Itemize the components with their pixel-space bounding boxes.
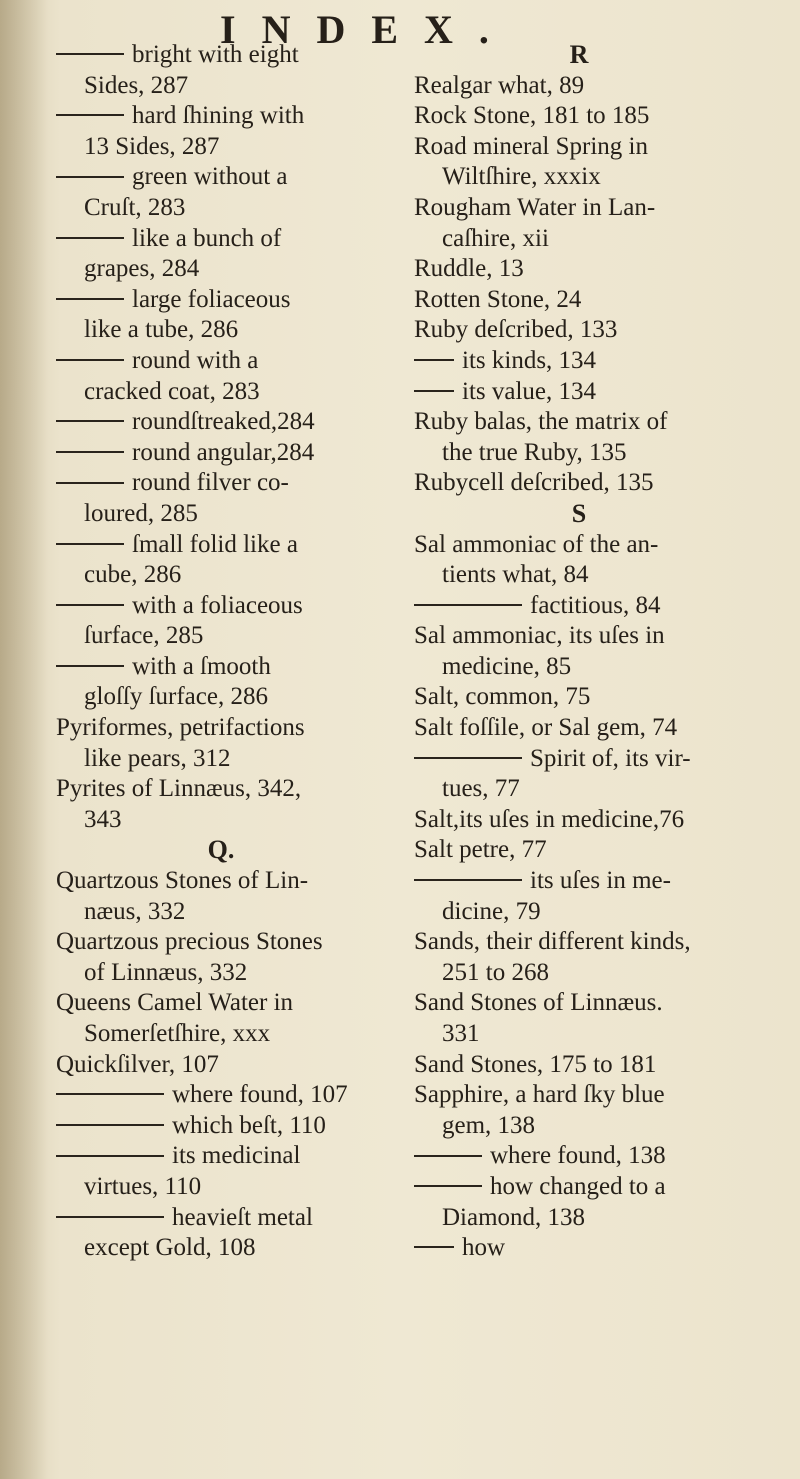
page-header: INDEX. — [220, 7, 515, 52]
index-entry — [414, 254, 744, 285]
index-entry-text: Rotten Stone, 24 — [414, 285, 582, 313]
index-entry-text: Rougham Water in Lan- — [414, 193, 656, 221]
ditto-dash — [56, 482, 124, 484]
index-entry — [56, 101, 386, 132]
ditto-dash — [414, 604, 522, 606]
index-entry — [414, 713, 744, 744]
index-entry — [56, 346, 386, 377]
index-entry-text: of Linnæus, 332 — [84, 958, 248, 986]
index-entry — [414, 71, 744, 102]
index-entry-text: heavieſt metal — [172, 1203, 313, 1231]
index-entry-text: gloſſy ſurface, 286 — [84, 683, 268, 711]
index-entry-text: 331 — [442, 1020, 480, 1047]
index-entry-text: where found, 138 — [490, 1142, 666, 1170]
index-entry-text: dicine, 79 — [442, 897, 541, 925]
index-entry-text: its kinds, 134 — [462, 346, 597, 374]
index-entry — [56, 193, 386, 224]
index-entry — [56, 1203, 386, 1234]
index-entry-text: Sand Stones of Linnæus. — [414, 989, 663, 1017]
index-entry-text: tients what, 84 — [442, 561, 589, 589]
spine-shadow — [0, 0, 48, 1479]
index-entry-text: Realgar what, 89 — [414, 71, 585, 99]
index-entry-text: cube, 286 — [84, 561, 182, 589]
index-entry — [56, 438, 386, 469]
index-entry-text: Sands, their different kinds, — [414, 928, 691, 956]
index-entry — [414, 438, 744, 469]
ditto-dash — [414, 359, 454, 361]
index-entry — [414, 927, 744, 958]
section-letter-q: Q. — [207, 835, 235, 865]
index-entry-text: which beſt, 110 — [172, 1111, 326, 1139]
index-entry — [414, 591, 744, 622]
index-entry-text: its uſes in me- — [530, 867, 671, 895]
index-entry — [56, 162, 386, 193]
index-entry — [414, 1019, 744, 1050]
ditto-dash — [56, 298, 124, 300]
index-entry-text: Rubycell deſcribed, 135 — [414, 469, 654, 497]
index-entry-text: Diamond, 138 — [442, 1203, 586, 1231]
index-entry — [56, 1111, 386, 1142]
index-entry — [414, 744, 744, 775]
index-entry-text: Wiltſhire, xxxix — [442, 163, 601, 191]
index-entry-text: Ruby deſcribed, 133 — [414, 316, 618, 344]
index-entry — [414, 682, 744, 713]
ditto-dash — [56, 543, 124, 545]
index-entry-text: cracked coat, 283 — [84, 377, 260, 405]
index-entry — [56, 1172, 386, 1203]
index-entry-text: with a ſmooth — [132, 652, 271, 680]
index-entry — [414, 835, 744, 866]
index-entry — [414, 652, 744, 683]
index-entry-text: where found, 107 — [172, 1081, 348, 1109]
index-entry — [414, 1141, 744, 1172]
index-entry-text: bright with eight — [132, 41, 299, 68]
index-entry — [414, 1080, 744, 1111]
index-entry-text: Rock Stone, 181 to 185 — [414, 102, 650, 130]
index-entry — [414, 774, 744, 805]
index-entry-text: Queens Camel Water in — [56, 989, 294, 1017]
ditto-dash — [56, 1093, 164, 1095]
index-entry — [414, 560, 744, 591]
ditto-dash — [414, 757, 522, 759]
index-entry-text: Spirit of, its vir- — [530, 744, 691, 772]
s-entries — [414, 530, 744, 1264]
index-entry-text: 251 to 268 — [442, 958, 549, 986]
index-entry-text: Quartzous precious Stones — [56, 928, 323, 956]
index-entry — [56, 958, 386, 989]
index-entry — [56, 1080, 386, 1111]
index-entry — [414, 315, 744, 346]
index-entry-text: Quickſilver, 107 — [56, 1050, 219, 1078]
index-entry — [414, 162, 744, 193]
index-entry — [56, 744, 386, 775]
index-entry — [56, 224, 386, 255]
index-entry-text: Salt petre, 77 — [414, 836, 547, 864]
index-entry-text: Quartzous Stones of Lin- — [56, 867, 309, 895]
index-entry — [414, 132, 744, 163]
index-entry-text: virtues, 110 — [84, 1172, 202, 1200]
index-entry-text: Salt, common, 75 — [414, 683, 591, 711]
index-entry — [414, 285, 744, 316]
index-entry-text: tues, 77 — [442, 775, 520, 803]
index-entry — [414, 1050, 744, 1081]
r-entries — [414, 71, 744, 499]
index-entry — [56, 71, 386, 102]
index-entry — [56, 499, 386, 530]
index-entry-text: caſhire, xii — [442, 224, 549, 252]
index-entry — [56, 621, 386, 652]
index-entry-text: Cruſt, 283 — [84, 193, 186, 221]
index-entry — [414, 1203, 744, 1234]
right-column — [414, 40, 744, 1264]
index-entry-text: ſmall folid like a — [132, 530, 298, 558]
index-entry-text: Ruby balas, the matrix of — [414, 408, 668, 436]
index-entry — [414, 224, 744, 255]
index-entry-text: grapes, 284 — [84, 255, 200, 283]
ditto-dash — [56, 1216, 164, 1218]
index-entry-text: green without a — [132, 163, 288, 191]
index-entry — [414, 958, 744, 989]
index-entry — [414, 101, 744, 132]
ditto-dash — [56, 359, 124, 361]
index-entry-text: with a foliaceous — [132, 591, 303, 619]
q-entries — [56, 866, 386, 1264]
index-entry — [56, 988, 386, 1019]
index-entry — [56, 682, 386, 713]
index-entry-text: Sal ammoniac, its uſes in — [414, 622, 665, 650]
index-entry-text: round angular,284 — [132, 438, 315, 466]
index-entry-text: 13 Sides, 287 — [84, 132, 220, 160]
index-entry-text: Sides, 287 — [84, 71, 189, 99]
index-entry — [56, 927, 386, 958]
index-entry — [56, 1050, 386, 1081]
index-entry — [56, 530, 386, 561]
section-letter-r: R — [569, 40, 589, 69]
ditto-dash — [414, 390, 454, 392]
section-letter-s: S — [571, 498, 587, 528]
index-entry-text: large foliaceous — [132, 285, 291, 313]
index-entry-text: round with a — [132, 346, 259, 374]
index-entry-text: like a bunch of — [132, 224, 282, 252]
index-entry — [56, 315, 386, 346]
index-entry-text: its medicinal — [172, 1142, 301, 1170]
index-entry — [414, 897, 744, 928]
index-entry-text: Road mineral Spring in — [414, 132, 648, 160]
index-entry — [56, 1141, 386, 1172]
index-entry — [56, 407, 386, 438]
index-entry — [414, 193, 744, 224]
index-entry — [56, 652, 386, 683]
left-column — [56, 40, 386, 1264]
ditto-dash — [56, 451, 124, 453]
index-entry — [56, 132, 386, 163]
index-entry — [56, 866, 386, 897]
index-entry-text: except Gold, 108 — [84, 1234, 256, 1262]
index-entry — [414, 805, 744, 836]
ditto-dash — [56, 604, 124, 606]
index-entry — [56, 377, 386, 408]
ditto-dash — [56, 665, 124, 667]
index-entry — [414, 988, 744, 1019]
ditto-dash — [414, 1155, 482, 1157]
index-entry-text: Sapphire, a hard ſky blue — [414, 1081, 665, 1109]
ditto-dash — [56, 420, 124, 422]
index-entry-text: ſurface, 285 — [84, 622, 204, 650]
index-entry-text: roundſtreaked,284 — [132, 408, 315, 436]
index-entry — [56, 285, 386, 316]
ditto-dash — [414, 879, 522, 881]
ditto-dash — [56, 53, 124, 55]
index-entry-text: Salt,its uſes in medicine,76 — [414, 805, 685, 833]
ditto-dash — [56, 176, 124, 178]
index-entry — [56, 40, 386, 71]
index-entry — [414, 621, 744, 652]
index-entry-text: 343 — [84, 805, 122, 833]
index-entry — [56, 897, 386, 928]
index-entry — [56, 591, 386, 622]
index-entry — [56, 713, 386, 744]
index-entry — [414, 530, 744, 561]
index-entry-text: Ruddle, 13 — [414, 255, 524, 283]
index-entry-text: like a tube, 286 — [84, 316, 239, 344]
index-entry-text: næus, 332 — [84, 897, 186, 925]
index-entry-text: how changed to a — [490, 1172, 666, 1200]
index-entry — [56, 468, 386, 499]
index-entry-text: hard ſhining with — [132, 102, 305, 130]
ditto-dash — [56, 1124, 164, 1126]
index-entry — [414, 468, 744, 499]
index-entry-text: factitious, 84 — [530, 591, 661, 619]
index-entry-text: Salt foſſile, or Sal gem, 74 — [414, 714, 678, 742]
index-entry-text: round filver co- — [132, 469, 289, 497]
index-entry-text: loured, 285 — [84, 499, 198, 527]
index-entry — [414, 346, 744, 377]
index-entry — [414, 1172, 744, 1203]
index-entry — [414, 377, 744, 408]
index-entry — [56, 560, 386, 591]
index-entry — [56, 805, 386, 836]
index-entry — [56, 1233, 386, 1264]
index-entry-text: Pyriformes, petrifactions — [56, 714, 305, 742]
index-entry — [56, 774, 386, 805]
index-entry — [414, 407, 744, 438]
index-entry-text: Somerſetſhire, xxx — [84, 1020, 271, 1047]
index-entry-text: the true Ruby, 135 — [442, 438, 627, 466]
ditto-dash — [56, 237, 124, 239]
index-entry-text: like pears, 312 — [84, 744, 231, 772]
ditto-dash — [414, 1246, 454, 1248]
index-entry — [414, 1233, 744, 1264]
index-entry — [414, 866, 744, 897]
index-entry — [56, 254, 386, 285]
index-entry-text: Pyrites of Linnæus, 342, — [56, 775, 302, 803]
index-entry-text: Sal ammoniac of the an- — [414, 530, 659, 558]
index-entry-text: how — [462, 1234, 506, 1262]
index-entry — [414, 1111, 744, 1142]
ditto-dash — [56, 1155, 164, 1157]
index-entry-text: gem, 138 — [442, 1111, 536, 1139]
index-entry-text: its value, 134 — [462, 377, 597, 405]
left-entries — [56, 40, 386, 835]
index-entry — [56, 1019, 386, 1050]
index-entry-text: medicine, 85 — [442, 652, 572, 680]
index-entry-text: Sand Stones, 175 to 181 — [414, 1050, 657, 1078]
ditto-dash — [56, 114, 124, 116]
ditto-dash — [414, 1185, 482, 1187]
